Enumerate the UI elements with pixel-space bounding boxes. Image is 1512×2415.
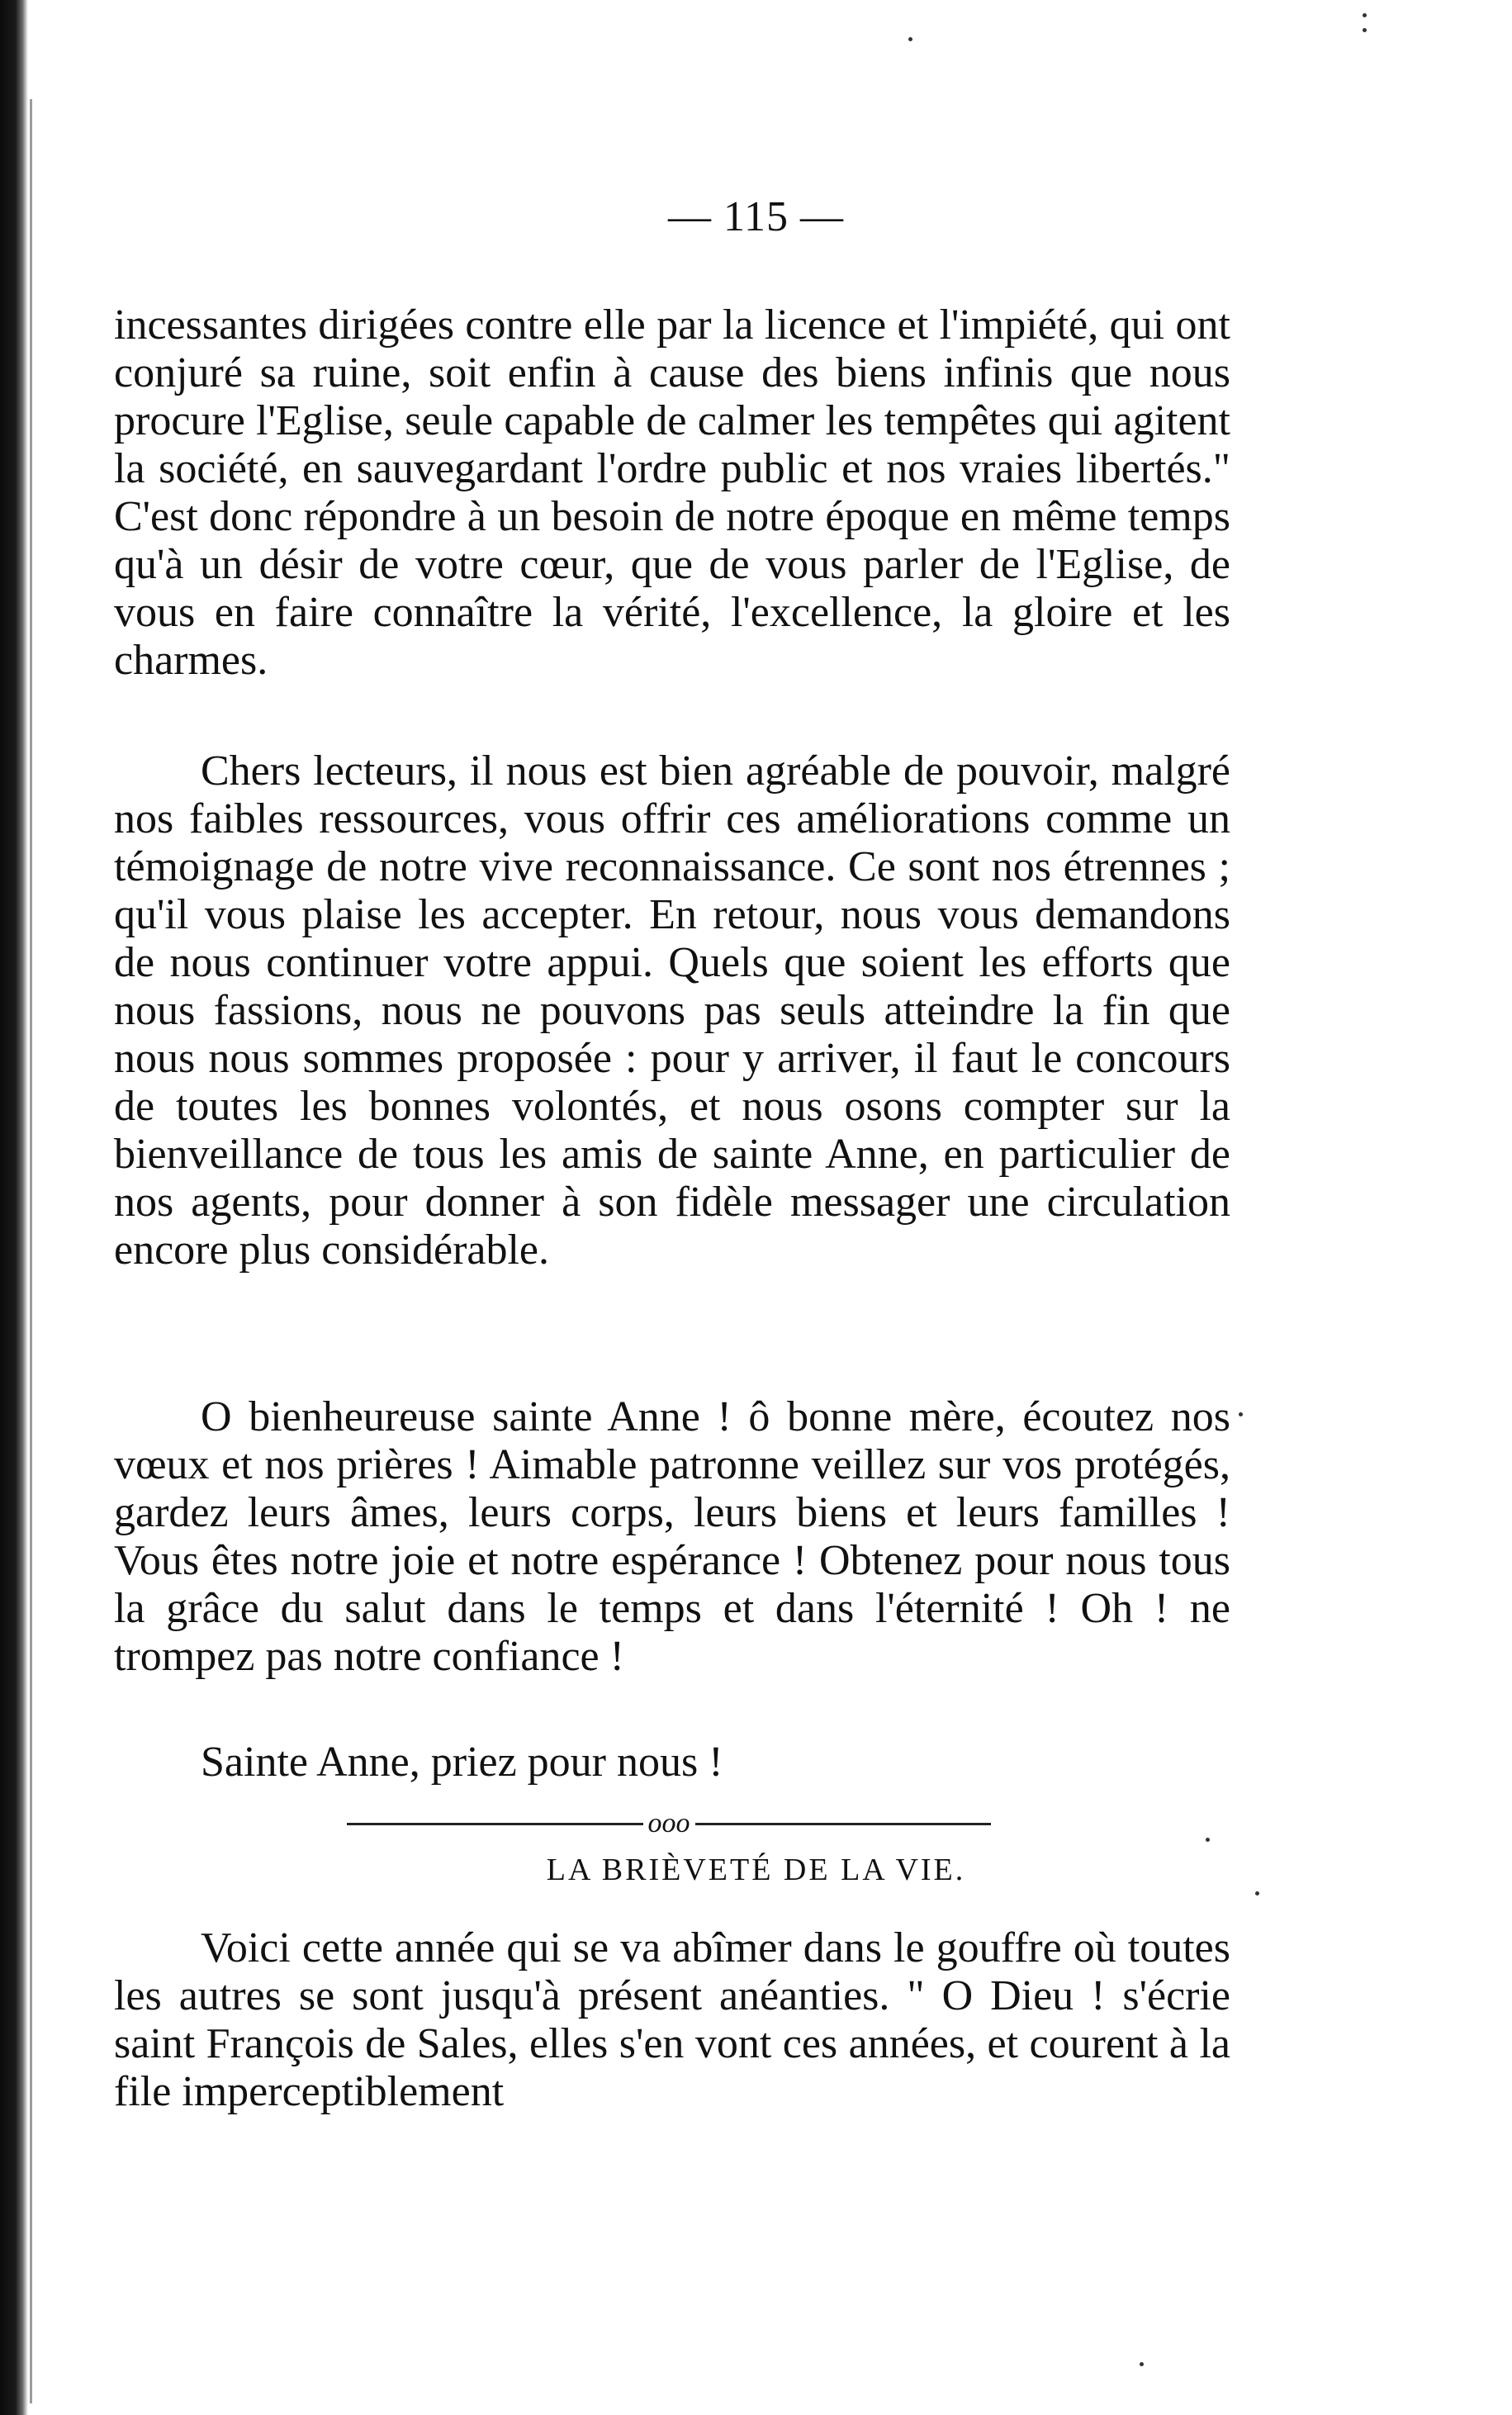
section-title: LA BRIÈVETÉ DE LA VIE. — [546, 1853, 966, 1887]
paragraph-readers — [114, 747, 1230, 1274]
paragraph-text: incessantes dirigées contre elle par la licence et l'impiété, qui ont conjuré sa ruine, soit enfin à cause des biens infinis que nous procure l'Eglise, seule capable de calmer les tempêtes qui agitent la société, en sauvegardant l'ordre public et nos vraies libertés." C'est donc répondre à un besoin de notre époque en même temps qu'à un désir de votre cœur, que de vous parler de l'Eglise, de vous en faire connaître la vérité, l'excellence, la gloire et les charmes. — [114, 301, 1230, 684]
paragraph-continued — [114, 301, 1230, 685]
print-speck — [1206, 1838, 1210, 1842]
section-separator — [347, 1807, 991, 1840]
print-speck — [908, 37, 912, 41]
separator-rule-left — [347, 1823, 643, 1825]
page-number: — 115 — — [667, 193, 845, 240]
print-speck — [1255, 1891, 1259, 1895]
print-speck — [1140, 2362, 1144, 2366]
separator-rule-right — [695, 1823, 992, 1825]
paragraph-prayer — [114, 1393, 1230, 1681]
print-speck — [1363, 13, 1367, 17]
closing-invocation: Sainte Anne, priez pour nous ! — [201, 1739, 723, 1786]
paragraph-text: O bienheureuse sainte Anne ! ô bonne mère, écoutez nos vœux et nos prières ! Aimable patronne veillez sur vos protégés, gardez leurs âmes, leurs corps, leurs biens et leurs familles ! Vous êtes notre joie et notre espérance ! Obtenez pour nous tous la grâce du salut dans le temps et dans l'éternité ! Oh ! ne trompez pas notre confiance ! — [114, 1393, 1230, 1680]
paragraph-brevity — [114, 1924, 1230, 2116]
page-edge-shadow — [0, 0, 28, 2415]
paragraph-text: Voici cette année qui se va abîmer dans le gouffre où toutes les autres se sont jusqu'à présent anéanties. " O Dieu ! s'écrie saint François de Sales, elles s'en vont ces années, et courent à la file imperceptiblement — [114, 1924, 1230, 2115]
page-edge-line — [30, 99, 32, 2403]
print-speck — [1363, 28, 1367, 32]
print-speck — [1239, 1412, 1243, 1416]
separator-mark: ooo — [647, 1808, 690, 1839]
paragraph-text: Chers lecteurs, il nous est bien agréable de pouvoir, malgré nos faibles ressources, vous offrir ces améliorations comme un témoignage de notre vive reconnaissance. Ce sont nos étrennes ; qu'il vous plaise les accepter. En retour, nous vous demandons de nous continuer votre appui. Quels que soient les efforts que nous fassions, nous ne pouvons pas seuls atteindre la fin que nous nous sommes proposée : pour y arriver, il faut le concours de toutes les bonnes volontés, et nous osons compter sur la bienveillance de tous les amis de sainte Anne, en particulier de nos agents, pour donner à son fidèle messager une circulation encore plus considérable. — [114, 747, 1230, 1274]
